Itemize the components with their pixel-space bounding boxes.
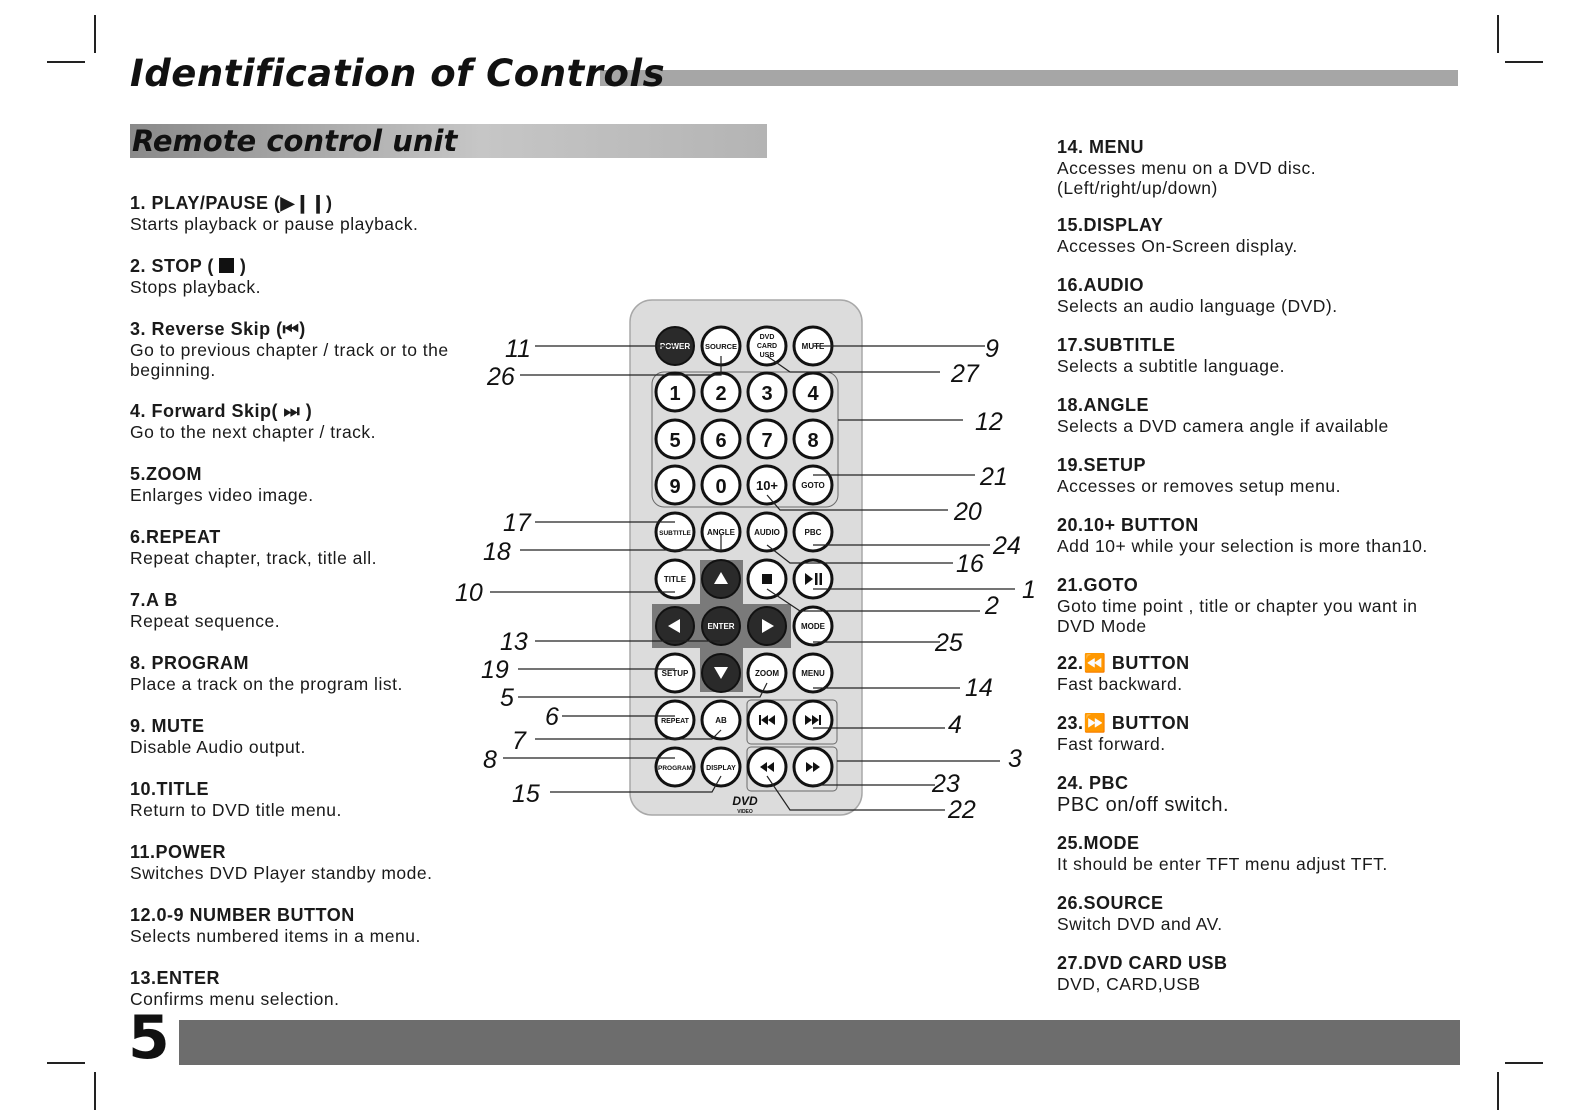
entry-desc: Selects a subtitle language. bbox=[1057, 356, 1286, 376]
display-label: DISPLAY bbox=[706, 765, 736, 772]
entry-title: 19.SETUP bbox=[1057, 455, 1147, 475]
forward-skip-icon bbox=[819, 715, 821, 725]
entry-title: 15.DISPLAY bbox=[1057, 215, 1164, 235]
subtitle-label: SUBTITLE bbox=[659, 530, 691, 537]
callout-27: 27 bbox=[951, 360, 979, 388]
entry-title: 11.POWER bbox=[130, 842, 227, 862]
number-label: 7 bbox=[761, 430, 773, 452]
entry-desc: Add 10+ while your selection is more than10. bbox=[1057, 536, 1428, 556]
entry-desc: Place a track on the program list. bbox=[130, 674, 403, 694]
callout-26: 26 bbox=[487, 363, 515, 391]
zoom-label: ZOOM bbox=[755, 669, 779, 678]
entry-title: 8. PROGRAM bbox=[130, 653, 250, 673]
entry-desc: Enlarges video image. bbox=[130, 485, 314, 505]
callout-21: 21 bbox=[980, 463, 1008, 491]
entry-desc: Stops playback. bbox=[130, 277, 262, 297]
setup-label: SETUP bbox=[661, 669, 689, 678]
callout-17: 17 bbox=[503, 509, 531, 537]
entry-title: 6.REPEAT bbox=[130, 527, 221, 547]
program-label: PROGRAM bbox=[658, 765, 692, 772]
dvd-logo: DVD bbox=[732, 794, 758, 808]
enter-label: ENTER bbox=[707, 622, 735, 631]
entry-title: 18.ANGLE bbox=[1057, 395, 1150, 415]
pause-bar-icon bbox=[820, 573, 823, 585]
number-label: 8 bbox=[807, 430, 819, 452]
entry-title: 7.A B bbox=[130, 590, 178, 610]
callout-3: 3 bbox=[1008, 745, 1022, 773]
entry-title: 12.0-9 NUMBER BUTTON bbox=[130, 905, 355, 925]
callout-6: 6 bbox=[545, 703, 559, 731]
entry-title: 3. Reverse Skip (⏮) bbox=[130, 319, 306, 339]
callout-19: 19 bbox=[481, 656, 509, 684]
entry-desc: Confirms menu selection. bbox=[130, 989, 340, 1009]
pbc-label: PBC bbox=[804, 528, 822, 537]
entry-desc: PBC on/off switch. bbox=[1057, 794, 1230, 816]
repeat-label: REPEAT bbox=[661, 718, 689, 725]
page-number: 5 bbox=[128, 1003, 170, 1073]
callout-23: 23 bbox=[932, 770, 960, 798]
source-button-label: SOURCE bbox=[704, 342, 738, 351]
entry-desc: Starts playback or pause playback. bbox=[130, 214, 419, 234]
entry-title: 14. MENU bbox=[1057, 137, 1145, 157]
callout-18: 18 bbox=[483, 538, 511, 566]
power-button-label: POWER bbox=[659, 342, 691, 351]
entry-title: 21.GOTO bbox=[1057, 575, 1139, 595]
entry-title-prefix: 2. STOP ( bbox=[130, 256, 220, 276]
entry-desc: DVD, CARD,USB bbox=[1057, 974, 1201, 994]
callout-16: 16 bbox=[956, 550, 984, 578]
ab-label: AB bbox=[715, 716, 727, 725]
title-label: TITLE bbox=[663, 575, 687, 584]
entry-title: 16.AUDIO bbox=[1057, 275, 1145, 295]
callout-2: 2 bbox=[985, 592, 999, 620]
entry-title: 23.⏩ BUTTON bbox=[1057, 713, 1190, 733]
entry-title: 5.ZOOM bbox=[130, 464, 203, 484]
entry-desc: Repeat chapter, track, title all. bbox=[130, 548, 378, 568]
callout-11: 11 bbox=[505, 335, 531, 363]
page-title: Identification of Controls bbox=[130, 52, 666, 95]
goto-label: GOTO bbox=[801, 481, 825, 490]
entry-title-suffix: ) bbox=[234, 256, 247, 276]
callout-12: 12 bbox=[975, 408, 1003, 436]
dvd-card-usb-label-2: CARD bbox=[756, 343, 778, 350]
entry-desc: Disable Audio output. bbox=[130, 737, 306, 757]
number-label: 1 bbox=[669, 383, 681, 405]
callout-7: 7 bbox=[512, 727, 526, 755]
entry-title: 20.10+ BUTTON bbox=[1057, 515, 1199, 535]
entry-desc: Accesses On-Screen display. bbox=[1057, 236, 1298, 256]
number-label: 9 bbox=[669, 476, 681, 498]
entry-desc: Accesses or removes setup menu. bbox=[1057, 476, 1341, 496]
number-label: 0 bbox=[715, 476, 727, 498]
audio-label: AUDIO bbox=[754, 528, 780, 537]
dvd-logo-sub: VIDEO bbox=[737, 809, 753, 815]
entry-title: 24. PBC bbox=[1057, 773, 1129, 793]
entry-title: 22.⏪ BUTTON bbox=[1057, 653, 1190, 673]
stop-icon bbox=[762, 574, 772, 584]
callout-24: 24 bbox=[993, 532, 1021, 560]
entry-desc: Selects numbered items in a menu. bbox=[130, 926, 421, 946]
entry-desc: Switch DVD and AV. bbox=[1057, 914, 1223, 934]
reverse-skip-icon bbox=[759, 715, 761, 725]
number-label: 4 bbox=[807, 383, 819, 405]
callout-4: 4 bbox=[948, 711, 962, 739]
entry-desc: Selects a DVD camera angle if available bbox=[1057, 416, 1389, 436]
callout-20: 20 bbox=[954, 498, 982, 526]
number-label: 3 bbox=[761, 383, 773, 405]
entry-desc: Accesses menu on a DVD disc. bbox=[1057, 158, 1317, 178]
mute-button-label: MUTE bbox=[801, 342, 825, 351]
entry-desc: Selects an audio language (DVD). bbox=[1057, 296, 1338, 316]
section-title: Remote control unit bbox=[132, 124, 458, 158]
entry-title: 26.SOURCE bbox=[1057, 893, 1164, 913]
entry-desc-line2: DVD Mode bbox=[1057, 616, 1147, 636]
entry-desc: Repeat sequence. bbox=[130, 611, 281, 631]
callout-10: 10 bbox=[455, 579, 483, 607]
entry-title: 17.SUBTITLE bbox=[1057, 335, 1176, 355]
callout-15: 15 bbox=[512, 780, 540, 808]
footer-bar bbox=[179, 1020, 1460, 1065]
entry-desc: Go to the next chapter / track. bbox=[130, 422, 377, 442]
callout-5: 5 bbox=[500, 684, 514, 712]
entry-desc: Fast backward. bbox=[1057, 674, 1183, 694]
entry-desc: It should be enter TFT menu adjust TFT. bbox=[1057, 854, 1388, 874]
number-label: 5 bbox=[669, 430, 681, 452]
ten-plus-label: 10+ bbox=[755, 478, 779, 493]
number-label: 2 bbox=[715, 383, 727, 405]
entry-title: 9. MUTE bbox=[130, 716, 205, 736]
callout-8: 8 bbox=[483, 746, 497, 774]
entry-desc: Return to DVD title menu. bbox=[130, 800, 342, 820]
entry-title: 4. Forward Skip( ⏭ ) bbox=[130, 401, 313, 421]
mode-label: MODE bbox=[801, 622, 825, 631]
entry-desc: Go to previous chapter / track or to the beginning. bbox=[130, 340, 449, 380]
entry-desc: Goto time point , title or chapter you want in bbox=[1057, 596, 1418, 616]
pause-bar-icon bbox=[815, 573, 818, 585]
entry-desc-line2: (Left/right/up/down) bbox=[1057, 178, 1218, 198]
callout-14: 14 bbox=[965, 674, 993, 702]
entry-title: 25.MODE bbox=[1057, 833, 1140, 853]
entry-title: 27.DVD CARD USB bbox=[1057, 953, 1228, 973]
entry-title: 10.TITLE bbox=[130, 779, 210, 799]
entry-desc: Switches DVD Player standby mode. bbox=[130, 863, 433, 883]
number-label: 6 bbox=[715, 430, 727, 452]
angle-label: ANGLE bbox=[707, 528, 735, 537]
callout-9: 9 bbox=[985, 335, 999, 363]
callout-1: 1 bbox=[1022, 576, 1036, 604]
callout-25: 25 bbox=[935, 629, 963, 657]
callout-13: 13 bbox=[500, 628, 528, 656]
entry-title: 13.ENTER bbox=[130, 968, 221, 988]
dvd-card-usb-label-1: DVD bbox=[759, 334, 775, 341]
entry-title: 1. PLAY/PAUSE (▶❙❙) bbox=[130, 193, 333, 213]
callout-22: 22 bbox=[948, 796, 976, 824]
dvd-card-usb-label-3: USB bbox=[759, 352, 775, 359]
entry-desc: Fast forward. bbox=[1057, 734, 1166, 754]
menu-label: MENU bbox=[801, 669, 825, 678]
